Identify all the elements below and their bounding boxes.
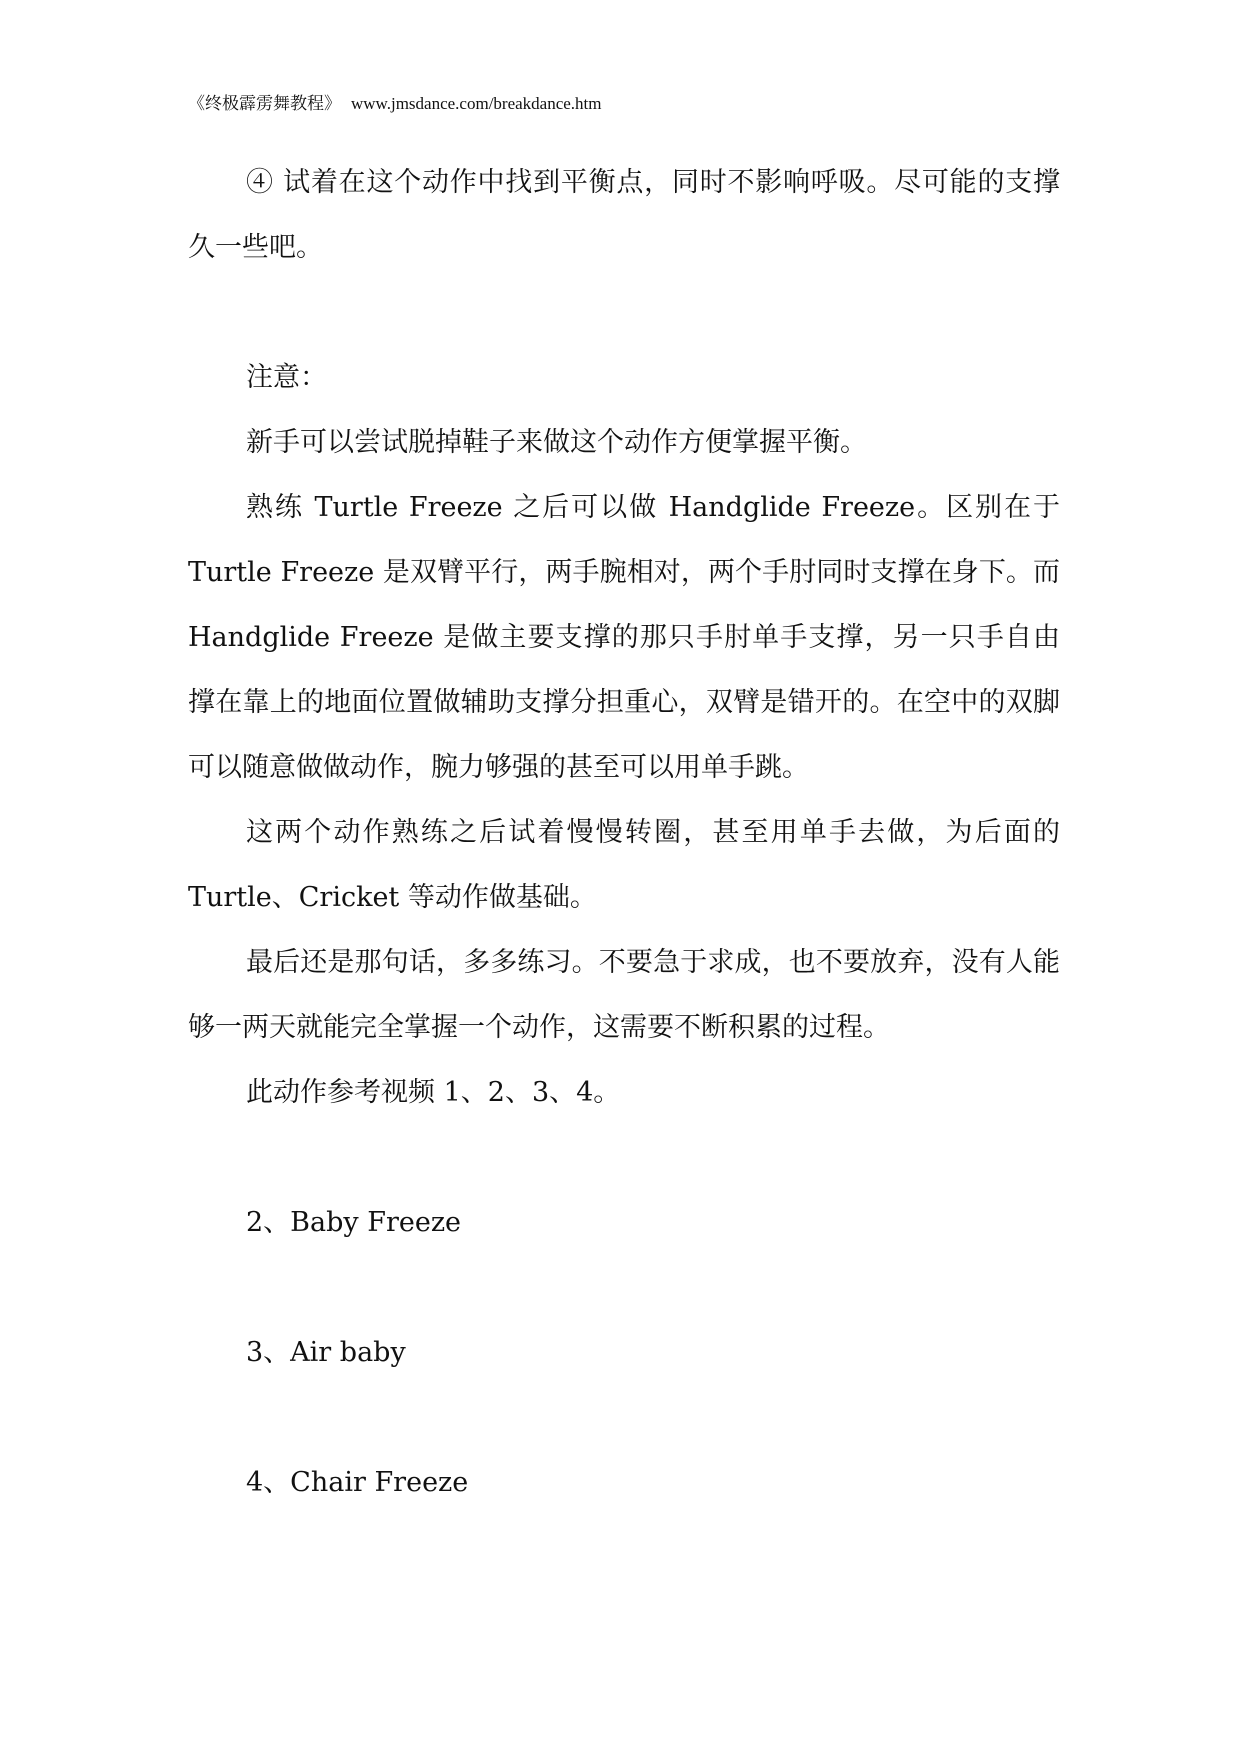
section-heading-chair-freeze: 4、Chair Freeze xyxy=(246,1467,469,1498)
video-reference: 此动作参考视频 1、2、3、4。 xyxy=(246,1077,621,1108)
note-paragraph-2: 熟练 Turtle Freeze 之后可以做 Handglide Freeze。区别在于 Turtle Freeze 是双臂平行，两手腕相对，两个手肘同时支撑在身下。而 Handglide Freeze 是做主要支撑的那只手肘单手支撑，另一只手自由撑在靠上的地面位置做辅助支撑分担重心，双臂是错开的。在空中的双脚可以随意做做动作，腕力够强的甚至可以用单手跳。 xyxy=(188,492,1060,783)
page-header xyxy=(188,92,602,116)
note-paragraph-4: 最后还是那句话，多多练习。不要急于求成，也不要放弃，没有人能够一两天就能完全掌握一个动作，这需要不断积累的过程。 xyxy=(188,947,1060,1043)
note-paragraph-3: 这两个动作熟练之后试着慢慢转圈，甚至用单手去做，为后面的 Turtle、Cricket 等动作做基础。 xyxy=(188,817,1060,913)
header-url: www.jmsdance.com/breakdance.htm xyxy=(351,94,602,113)
header-title: 《终极霹雳舞教程》 xyxy=(188,94,341,114)
section-spacer xyxy=(188,1125,1060,1190)
step-4-paragraph: ④ 试着在这个动作中找到平衡点，同时不影响呼吸。尽可能的支撑久一些吧。 xyxy=(188,167,1060,263)
section-heading-baby-freeze: 2、Baby Freeze xyxy=(246,1207,462,1238)
section-heading-air-baby: 3、Air baby xyxy=(246,1337,406,1368)
note-label: 注意： xyxy=(246,362,327,393)
paragraph-spacer xyxy=(188,280,1060,345)
section-spacer xyxy=(188,1385,1060,1450)
document-body xyxy=(188,150,1060,1515)
section-spacer xyxy=(188,1255,1060,1320)
note-paragraph-1: 新手可以尝试脱掉鞋子来做这个动作方便掌握平衡。 xyxy=(246,427,867,458)
